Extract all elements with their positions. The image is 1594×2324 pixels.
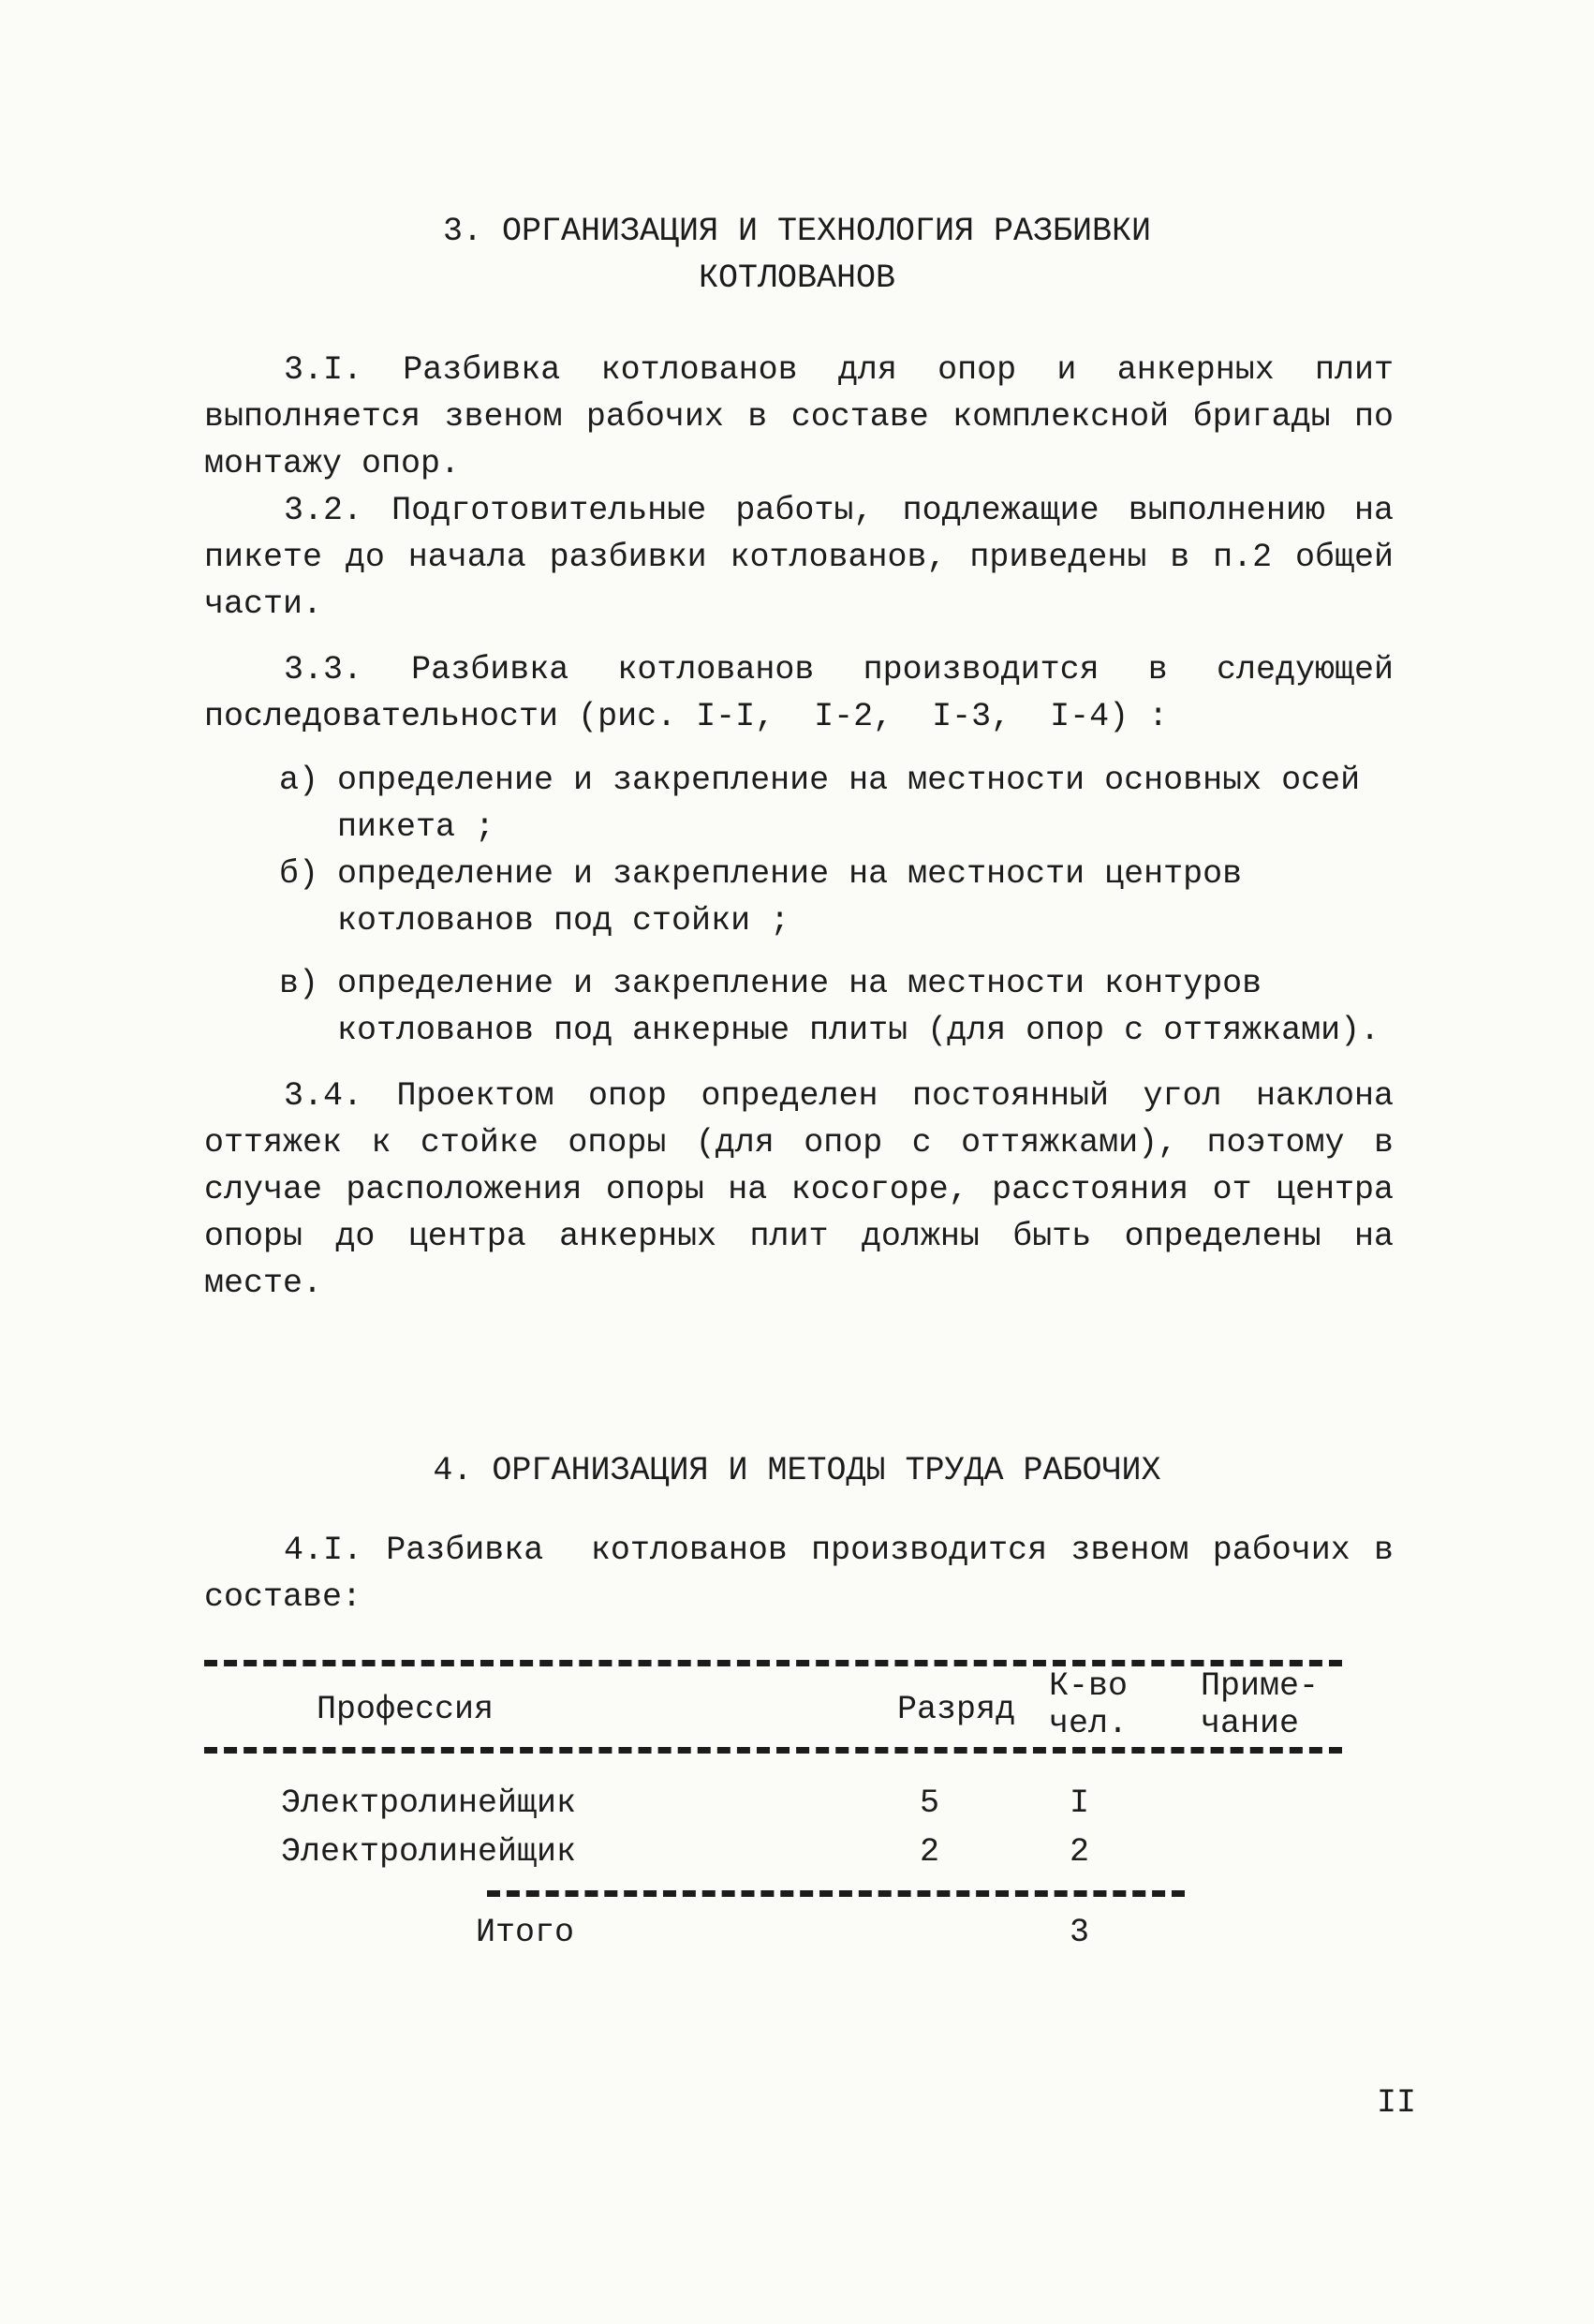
section-4-title: 4. ОРГАНИЗАЦИЯ И МЕТОДЫ ТРУДА РАБОЧИХ <box>433 1452 1161 1489</box>
paragraph-3-4: 3.4. Проектом опор определен постоянный угол наклона оттяжек к стойке опоры (для опор с оттяжками), поэтому в случае расположения опоры на косогоре, расстояния от центра опоры до центра анкерных плит должны быть определены на месте. <box>204 1077 1414 1302</box>
table-row-2-grade: 2 <box>920 1833 940 1871</box>
list-item-text: определение и закрепление на местности основных осей пикета ; <box>337 762 1361 846</box>
list-item-text: определение и закрепление на местности контуров котлованов под анкерные плиты (для опор с оттяжками). <box>337 965 1380 1049</box>
list-item-c <box>279 960 1394 1054</box>
list-item-marker: в) <box>279 965 319 1002</box>
table-row-1-count: I <box>1070 1784 1090 1822</box>
header-note-line1: Приме- <box>1201 1667 1320 1705</box>
paragraph-3-3: 3.3. Разбивка котлованов производится в следующей последовательности (рис. I-I, I-2, I-3, I-4) : <box>204 651 1414 735</box>
table-row-1-profession: Электролинейщик <box>281 1784 577 1822</box>
section-3-title-line2: КОТЛОВАНОВ <box>698 259 896 297</box>
list-item-marker: а) <box>279 762 319 799</box>
table-row-1-grade: 5 <box>920 1784 940 1822</box>
list-item-text: определение и закрепление на местности центров котлованов под стойки ; <box>337 855 1243 940</box>
list-item-marker: б) <box>279 855 319 893</box>
table-total-rule <box>487 1890 1185 1897</box>
header-count-line2: чел. <box>1049 1705 1129 1742</box>
header-grade: Разряд <box>897 1691 1016 1728</box>
list-item-a <box>279 757 1394 851</box>
table-row-2-count: 2 <box>1070 1833 1090 1871</box>
paragraph-3-1: 3.I. Разбивка котлованов для опор и анкерных плит выполняется звеном рабочих в составе комплексной бригады по монтажу опор. <box>204 351 1414 482</box>
header-count-line1: К-во <box>1049 1667 1129 1705</box>
page-number: II <box>1376 2084 1416 2122</box>
table-top-rule <box>204 1660 1342 1666</box>
section-3-title-line1: 3. ОРГАНИЗАЦИЯ И ТЕХНОЛОГИЯ РАЗБИВКИ <box>442 213 1152 250</box>
table-row-2-profession: Электролинейщик <box>281 1833 577 1871</box>
table-header-rule <box>204 1747 1342 1754</box>
paragraph-3-2: 3.2. Подготовительные работы, подлежащие выполнению на пикете до начала разбивки котлованов, приведены в п.2 общей части. <box>204 492 1414 623</box>
header-note-line2: чание <box>1201 1705 1300 1742</box>
table-total-label: Итого <box>476 1914 575 1951</box>
paragraph-4-1: 4.I. Разбивка котлованов производится звеном рабочих в составе: <box>204 1532 1414 1616</box>
list-item-b <box>279 851 1394 944</box>
table-total-value: 3 <box>1070 1914 1090 1951</box>
header-profession: Профессия <box>317 1691 494 1728</box>
